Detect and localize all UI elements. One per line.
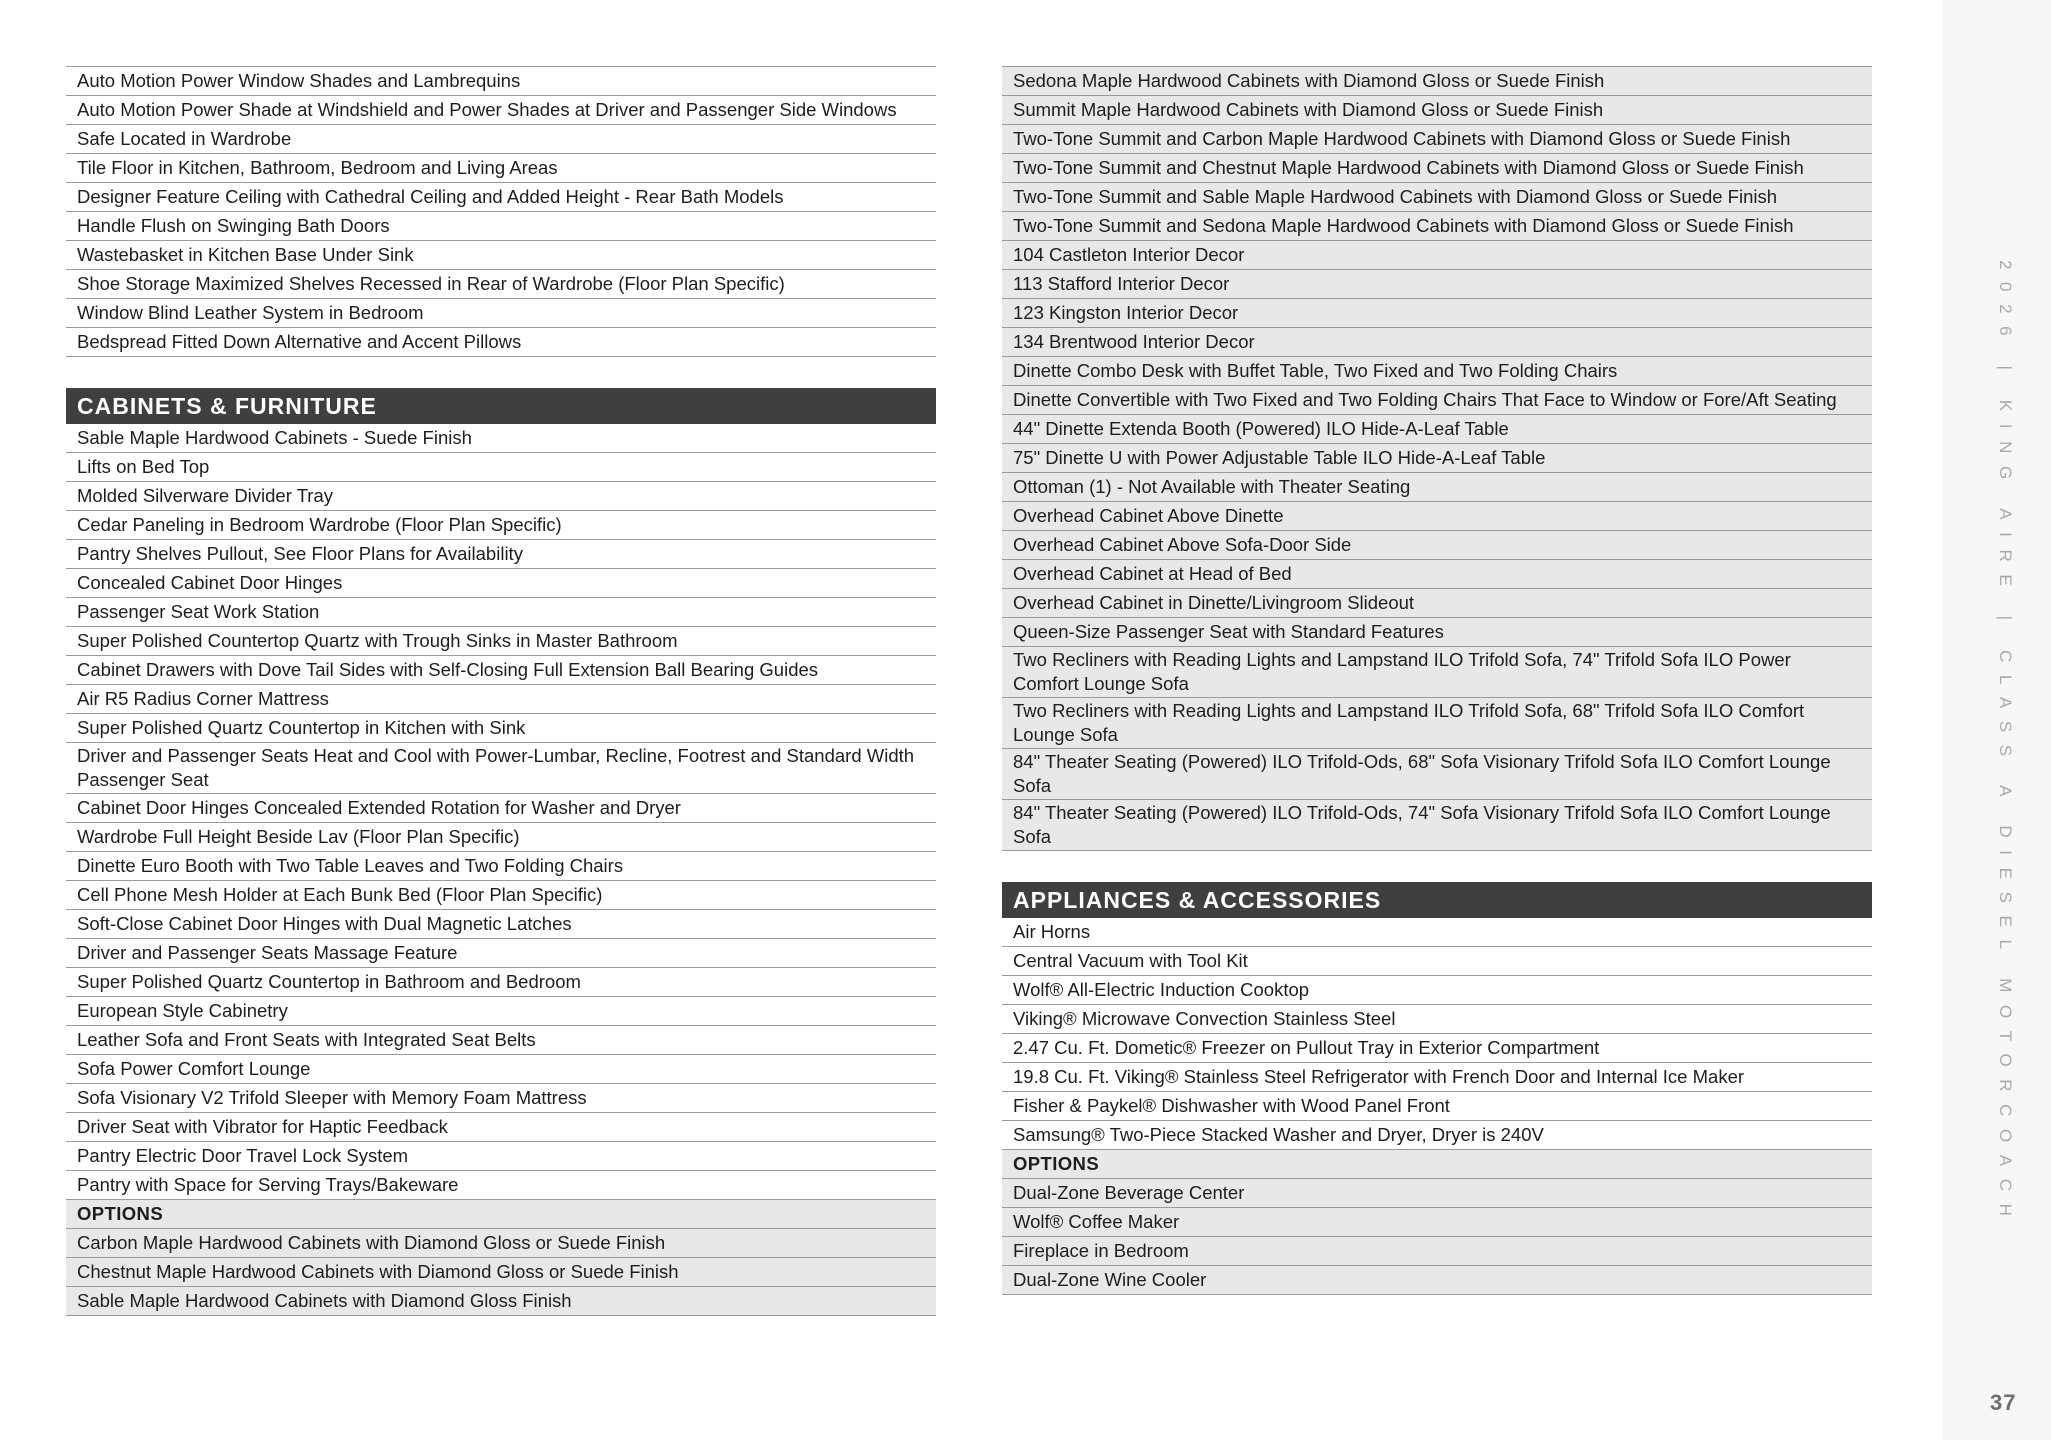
list-item: Sable Maple Hardwood Cabinets - Suede Finish [66,424,936,453]
options-subheading: OPTIONS [66,1200,936,1229]
list-item: Bedspread Fitted Down Alternative and Accent Pillows [66,328,936,357]
option-item: Ottoman (1) - Not Available with Theater Seating [1002,473,1872,502]
option-item: Sable Maple Hardwood Cabinets with Diamond Gloss Finish [66,1287,936,1316]
cabinets-furniture-heading: CABINETS & FURNITURE [66,388,936,424]
list-item: Handle Flush on Swinging Bath Doors [66,212,936,241]
list-item: Super Polished Quartz Countertop in Kitchen with Sink [66,714,936,743]
option-item: Queen-Size Passenger Seat with Standard Features [1002,618,1872,647]
list-item: Wastebasket in Kitchen Base Under Sink [66,241,936,270]
appliances-feature-list [1002,918,1872,1295]
option-item: 104 Castleton Interior Decor [1002,241,1872,270]
option-item: Overhead Cabinet Above Sofa-Door Side [1002,531,1872,560]
list-item: Auto Motion Power Shade at Windshield and Power Shades at Driver and Passenger Side Windows [66,96,936,125]
option-item: Summit Maple Hardwood Cabinets with Diamond Gloss or Suede Finish [1002,96,1872,125]
option-item: Fireplace in Bedroom [1002,1237,1872,1266]
option-item: Two-Tone Summit and Carbon Maple Hardwood Cabinets with Diamond Gloss or Suede Finish [1002,125,1872,154]
cabinet-options-continued [1002,66,1872,851]
option-item: 84" Theater Seating (Powered) ILO Trifold-Ods, 74" Sofa Visionary Trifold Sofa ILO Comfort Lounge Sofa [1002,800,1872,851]
list-item: Leather Sofa and Front Seats with Integrated Seat Belts [66,1026,936,1055]
option-item: Two Recliners with Reading Lights and Lampstand ILO Trifold Sofa, 68" Trifold Sofa ILO Comfort Lounge Sofa [1002,698,1872,749]
list-item: Sofa Power Comfort Lounge [66,1055,936,1084]
option-item: 113 Stafford Interior Decor [1002,270,1872,299]
list-item: Cedar Paneling in Bedroom Wardrobe (Floor Plan Specific) [66,511,936,540]
list-item: 19.8 Cu. Ft. Viking® Stainless Steel Refrigerator with French Door and Internal Ice Maker [1002,1063,1872,1092]
list-item: Safe Located in Wardrobe [66,125,936,154]
list-item: 2.47 Cu. Ft. Dometic® Freezer on Pullout Tray in Exterior Compartment [1002,1034,1872,1063]
list-item: Soft-Close Cabinet Door Hinges with Dual Magnetic Latches [66,910,936,939]
list-item: Concealed Cabinet Door Hinges [66,569,936,598]
list-item: Driver and Passenger Seats Heat and Cool with Power-Lumbar, Recline, Footrest and Standard Width Passenger Seat [66,743,936,794]
list-item: Pantry Electric Door Travel Lock System [66,1142,936,1171]
top-feature-list [66,66,936,357]
list-item: Cabinet Drawers with Dove Tail Sides with Self-Closing Full Extension Ball Bearing Guides [66,656,936,685]
option-item: Carbon Maple Hardwood Cabinets with Diamond Gloss or Suede Finish [66,1229,936,1258]
list-item: Super Polished Quartz Countertop in Bathroom and Bedroom [66,968,936,997]
option-item: Dinette Convertible with Two Fixed and Two Folding Chairs That Face to Window or Fore/Aft Seating [1002,386,1872,415]
list-item: Pantry with Space for Serving Trays/Bakeware [66,1171,936,1200]
list-item: Viking® Microwave Convection Stainless Steel [1002,1005,1872,1034]
list-item: Air Horns [1002,918,1872,947]
option-item: Dinette Combo Desk with Buffet Table, Two Fixed and Two Folding Chairs [1002,357,1872,386]
list-item: Samsung® Two-Piece Stacked Washer and Dryer, Dryer is 240V [1002,1121,1872,1150]
option-item: Dual-Zone Beverage Center [1002,1179,1872,1208]
list-item: Tile Floor in Kitchen, Bathroom, Bedroom and Living Areas [66,154,936,183]
option-item: Overhead Cabinet in Dinette/Livingroom Slideout [1002,589,1872,618]
option-item: 75" Dinette U with Power Adjustable Table ILO Hide-A-Leaf Table [1002,444,1872,473]
list-item: Central Vacuum with Tool Kit [1002,947,1872,976]
list-item: Dinette Euro Booth with Two Table Leaves and Two Folding Chairs [66,852,936,881]
option-item: Two-Tone Summit and Sedona Maple Hardwood Cabinets with Diamond Gloss or Suede Finish [1002,212,1872,241]
option-item: Overhead Cabinet at Head of Bed [1002,560,1872,589]
option-item: Two-Tone Summit and Sable Maple Hardwood Cabinets with Diamond Gloss or Suede Finish [1002,183,1872,212]
right-column [1002,66,1872,1295]
list-item: Pantry Shelves Pullout, See Floor Plans for Availability [66,540,936,569]
list-item: Driver and Passenger Seats Massage Feature [66,939,936,968]
list-item: Wolf® All-Electric Induction Cooktop [1002,976,1872,1005]
list-item: European Style Cabinetry [66,997,936,1026]
list-item: Sofa Visionary V2 Trifold Sleeper with Memory Foam Mattress [66,1084,936,1113]
option-item: Two Recliners with Reading Lights and Lampstand ILO Trifold Sofa, 74" Trifold Sofa ILO Power Comfort Lounge Sofa [1002,647,1872,698]
list-item: Lifts on Bed Top [66,453,936,482]
page-number: 37 [1990,1390,2017,1415]
option-item: Dual-Zone Wine Cooler [1002,1266,1872,1295]
option-item: 44" Dinette Extenda Booth (Powered) ILO Hide-A-Leaf Table [1002,415,1872,444]
appliances-accessories-heading: APPLIANCES & ACCESSORIES [1002,882,1872,918]
list-item: Fisher & Paykel® Dishwasher with Wood Panel Front [1002,1092,1872,1121]
cabinets-feature-list [66,424,936,1316]
list-item: Wardrobe Full Height Beside Lav (Floor Plan Specific) [66,823,936,852]
options-subheading: OPTIONS [1002,1150,1872,1179]
option-item: Overhead Cabinet Above Dinette [1002,502,1872,531]
option-item: Chestnut Maple Hardwood Cabinets with Diamond Gloss or Suede Finish [66,1258,936,1287]
list-item: Designer Feature Ceiling with Cathedral Ceiling and Added Height - Rear Bath Models [66,183,936,212]
list-item: Cabinet Door Hinges Concealed Extended Rotation for Washer and Dryer [66,794,936,823]
option-item: 123 Kingston Interior Decor [1002,299,1872,328]
list-item: Molded Silverware Divider Tray [66,482,936,511]
list-item: Cell Phone Mesh Holder at Each Bunk Bed (Floor Plan Specific) [66,881,936,910]
option-item: Sedona Maple Hardwood Cabinets with Diamond Gloss or Suede Finish [1002,67,1872,96]
option-item: Wolf® Coffee Maker [1002,1208,1872,1237]
option-item: Two-Tone Summit and Chestnut Maple Hardwood Cabinets with Diamond Gloss or Suede Finish [1002,154,1872,183]
list-item: Super Polished Countertop Quartz with Trough Sinks in Master Bathroom [66,627,936,656]
sidebar-running-title: 2026 | KING AIRE | CLASS A DIESEL MOTORCOACH [1996,260,2015,1229]
list-item: Shoe Storage Maximized Shelves Recessed in Rear of Wardrobe (Floor Plan Specific) [66,270,936,299]
list-item: Driver Seat with Vibrator for Haptic Feedback [66,1113,936,1142]
option-item: 84" Theater Seating (Powered) ILO Trifold-Ods, 68" Sofa Visionary Trifold Sofa ILO Comfort Lounge Sofa [1002,749,1872,800]
left-column [66,66,936,1316]
option-item: 134 Brentwood Interior Decor [1002,328,1872,357]
list-item: Window Blind Leather System in Bedroom [66,299,936,328]
list-item: Air R5 Radius Corner Mattress [66,685,936,714]
list-item: Auto Motion Power Window Shades and Lambrequins [66,67,936,96]
list-item: Passenger Seat Work Station [66,598,936,627]
